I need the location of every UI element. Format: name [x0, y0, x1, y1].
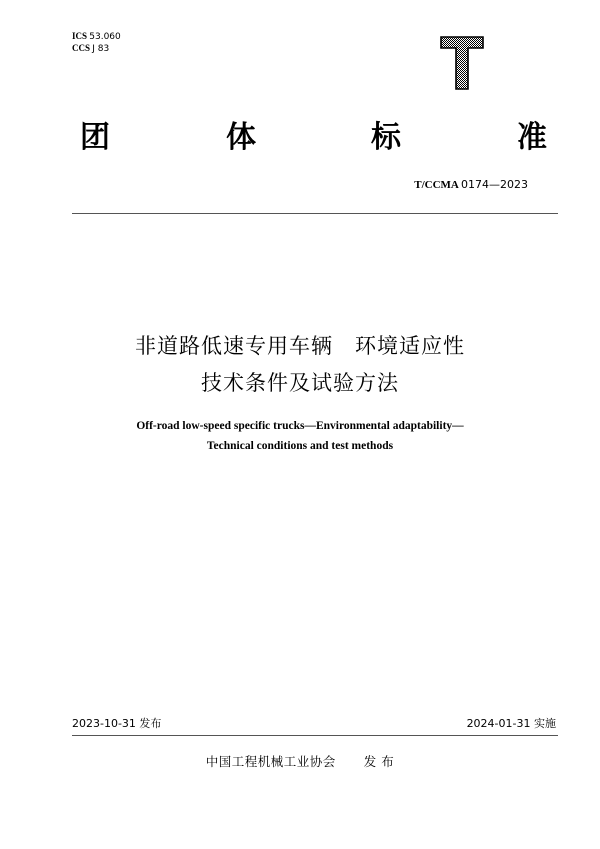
ics-label: ICS — [72, 31, 88, 41]
ccs-code: J 83 — [92, 44, 110, 54]
title-en-line-1: Off-road low-speed specific trucks—Environmental adaptability— — [136, 420, 464, 432]
classification-codes — [72, 31, 121, 55]
ics-line — [72, 31, 121, 43]
bottom-divider — [72, 735, 558, 736]
standard-type-char-1: 团 — [80, 120, 110, 155]
implementation-date: 2024-01-31 实施 — [466, 717, 556, 730]
standard-number — [414, 178, 528, 191]
publisher-action: 发 布 — [363, 754, 395, 769]
standard-type-char-3: 标 — [371, 120, 401, 155]
standard-logo-t — [440, 36, 484, 90]
standard-number-prefix: T/CCMA — [414, 179, 459, 191]
title-en-line-2: Technical conditions and test methods — [206, 440, 394, 452]
standard-type-char-4: 准 — [517, 120, 547, 155]
ccs-label: CCS — [72, 43, 91, 53]
title-cn-line-2: 技术条件及试验方法 — [201, 371, 399, 395]
standard-type — [0, 118, 600, 162]
ics-code: 53.060 — [89, 32, 121, 42]
top-divider — [72, 213, 558, 214]
title-cn-line-1: 非道路低速专用车辆 环境适应性 — [135, 334, 465, 358]
issue-date: 2023-10-31 发布 — [72, 717, 162, 730]
publisher — [0, 752, 600, 770]
t-logo-icon — [440, 36, 484, 90]
ccs-line — [72, 43, 121, 55]
publisher-name: 中国工程机械工业协会 — [205, 754, 336, 769]
standard-type-char-2: 体 — [226, 120, 256, 155]
standard-number-value: 0174—2023 — [461, 178, 528, 191]
